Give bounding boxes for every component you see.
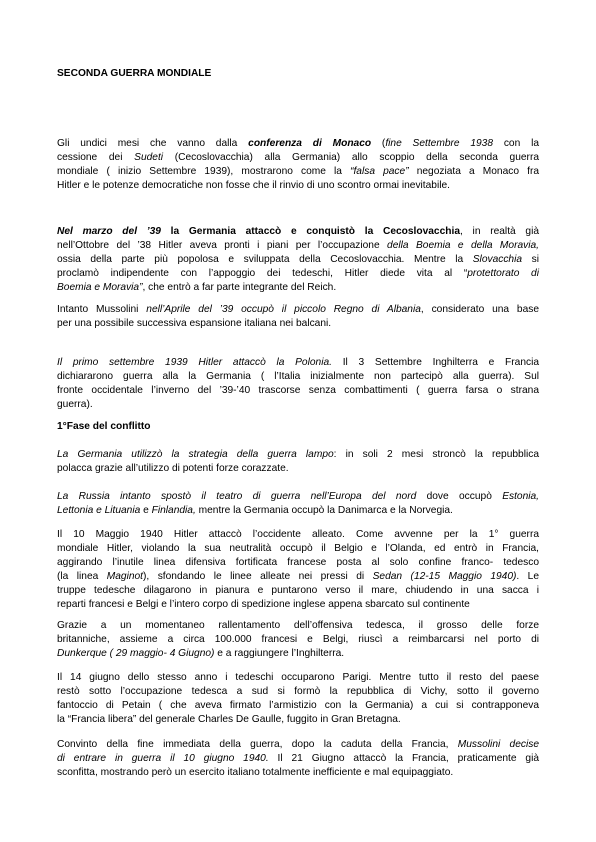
text-line: di entrare in guerra il 10 giugno 1940. Il 21 Giugno attaccò la Francia, praticamente già [57, 752, 539, 764]
text-line: polacca grazie all’utilizzo di potenti forze corazzate. [57, 462, 289, 474]
text-line: reparti francesi e Belgi e l’intero corpo di spedizione inglese appena sbarcato sul continente [57, 598, 470, 610]
text-line: Lettonia e Lituania e Finlandia, mentre la Germania occupò la Danimarca e la Norvegia. [57, 504, 453, 516]
text-line: Hitler e le potenze democratiche non fosse che il rinvio di uno scontro ormai inevitabile. [57, 179, 450, 191]
text-line: guerra). [57, 398, 93, 410]
paragraph-mussolini [57, 738, 539, 780]
paragraph-guerra-lampo [57, 448, 539, 476]
text-line: Intanto Mussolini nell’Aprile del ’39 occupò il piccolo Regno di Albania, considerato una base [57, 304, 539, 315]
text-line: britanniche, assieme a circa 100.000 francesi e Belgi, riuscì a reimbarcarsi nel porto di [57, 633, 539, 645]
text-line: restò sotto l’occupazione tedesca a sud si formò la repubblica di Vichy, sotto il governo [57, 685, 539, 697]
text-line: nell’Ottobre del ’38 Hitler aveva pronti i piani per l’occupazione della Boemia e della Moravia, [57, 239, 539, 251]
text-line: La Germania utilizzò la strategia della guerra lampo: in soli 2 mesi stroncò la repubblica [57, 449, 539, 460]
document-title: SECONDA GUERRA MONDIALE [57, 68, 212, 79]
text-line: Grazie a un momentaneo rallentamento dell’offensiva tedesca, il grosso delle forze [57, 620, 539, 631]
paragraph-albania [57, 303, 539, 331]
text-line: ossia della parte più popolosa e sviluppata della Cecoslovacchia. Mentre la Slovacchia si [57, 253, 539, 265]
text-line: truppe tedesche dilagarono in pianura e puntarono verso il mare, chiudendo in una sacca i [57, 584, 539, 596]
text-line: Gli undici mesi che vanno dalla conferenza di Monaco (fine Settembre 1938 con la [57, 138, 540, 149]
text-line: aggirando l’inutile linea difensiva fortificata francese posta al solo confine franco- tedesco [57, 556, 539, 568]
paragraph-europa-nord [57, 490, 539, 518]
text-line: cessione dei Sudeti (Cecoslovacchia) alla Germania) allo scoppio della seconda guerra [57, 151, 540, 163]
text-line: mondiale Hitler, violando la sua neutralità occupò il Belgio e l’Olanda, ed entrò in Francia, [57, 542, 539, 554]
text-line: fronte occidentale l’inverno del ’39-’40 trascorse senza combattimenti ( guerra farsa o strana [57, 384, 539, 396]
text-line: (la linea Maginot), sfondando le linee alleate nei pressi di Sedan (12-15 Maggio 1940). Le [57, 570, 540, 582]
text-line: sconfitta, mostrando però un esercito italiano totalmente inefficiente e mal equipaggiato. [57, 766, 454, 778]
section-heading: 1°Fase del conflitto [57, 421, 151, 432]
text-line: Il 10 Maggio 1940 Hitler attaccò l’occidente alleato. Come avvenne per la 1° guerra [57, 529, 539, 540]
text-line: dichiararono guerra alla la Germania ( l’Italia inizialmente non partecipò alla guerra). Sul [57, 370, 539, 382]
paragraph-polonia [57, 356, 539, 412]
text-line: Nel marzo del ’39 la Germania attaccò e conquistò la Cecoslovacchia, in realtà già [57, 226, 540, 237]
text-line: Boemia e Moravia”, che entrò a far parte integrante del Reich. [57, 281, 337, 293]
text-line: la “Francia libera” del generale Charles De Gaulle, fuggito in Gran Bretagna. [57, 713, 401, 725]
text-line: La Russia intanto spostò il teatro di guerra nell’Europa del nord dove occupò Estonia, [57, 491, 540, 502]
text-line: Il 14 giugno dello stesso anno i tedeschi occuparono Parigi. Mentre tutto il resto del paese [57, 672, 539, 683]
text-line: Il primo settembre 1939 Hitler attaccò la Polonia. Il 3 Settembre Inghilterra e Francia [57, 357, 540, 368]
text-line: proclamò indipendente con l’appoggio dei tedeschi, Hitler diede vita al “protettorato di [57, 267, 539, 279]
text-line: Convinto della fine immediata della guerra, dopo la caduta della Francia, Mussolini decise [57, 739, 539, 750]
text-line: fantoccio di Petain ( che aveva firmato l’armistizio con la Germania) a cui si contrapponeva [57, 699, 539, 711]
text-line: mondiale ( inizio Settembre 1939), mostrarono come la “falsa pace” negoziata a Monaco fra [57, 165, 540, 177]
paragraph-monaco [57, 137, 539, 193]
text-line: Dunkerque ( 29 maggio- 4 Giugno) e a raggiungere l’Inghilterra. [57, 647, 345, 659]
paragraph-parigi [57, 671, 539, 727]
paragraph-cecoslovacchia [57, 225, 539, 295]
paragraph-occidente [57, 528, 539, 611]
text-line: per una possibile successiva espansione italiana nei balcani. [57, 317, 332, 329]
paragraph-dunkerque [57, 619, 539, 661]
